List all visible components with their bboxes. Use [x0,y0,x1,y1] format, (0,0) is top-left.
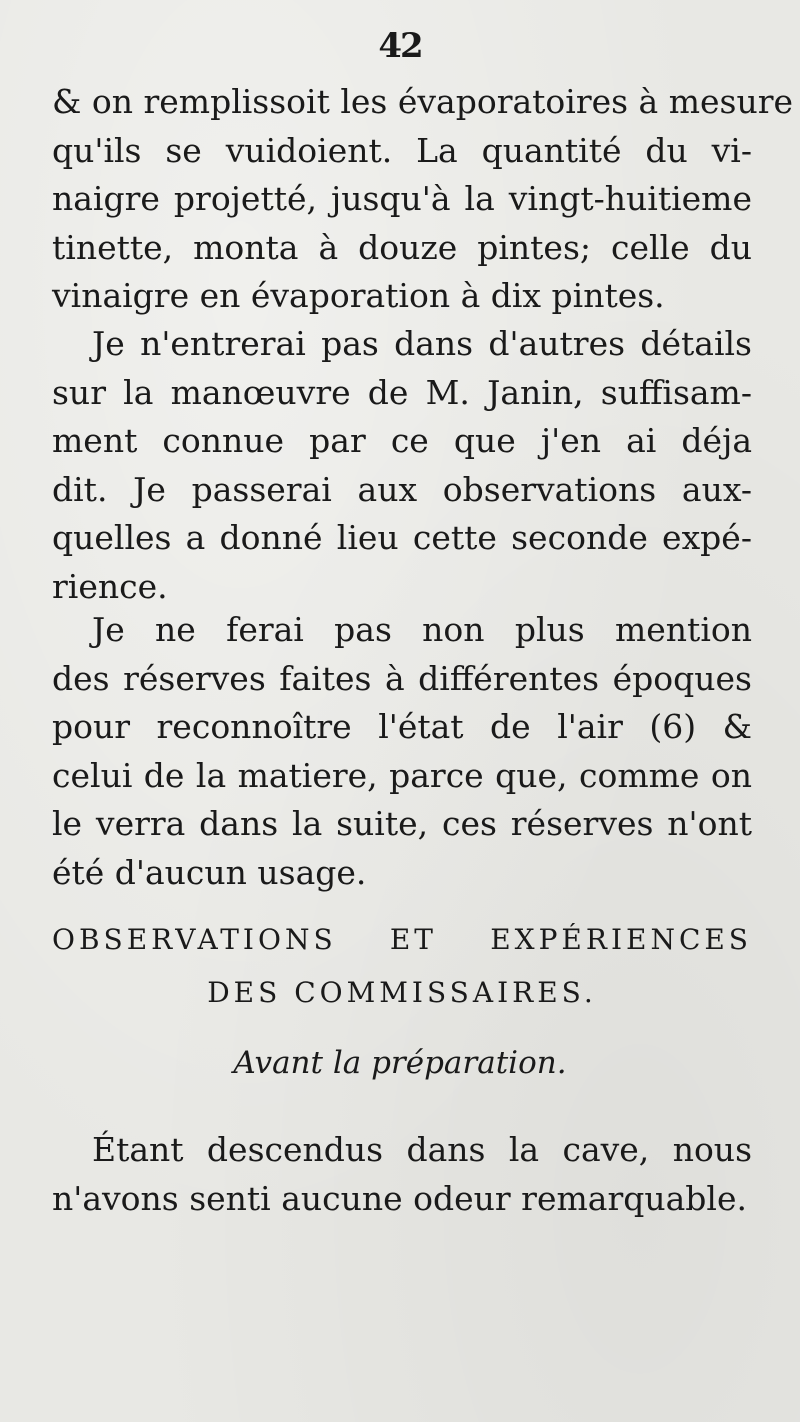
text-line: qu'ils se vuidoient. La quantité du vi- [52,130,752,170]
text-line: vinaigre en évaporation à dix pintes. [52,276,665,315]
text-line: n'avons senti aucune odeur remarquable. [52,1178,747,1218]
text-line: été d'aucun usage. [52,852,367,892]
paragraph-2 [52,320,752,611]
text-line: rience. [52,566,168,606]
text-line: le verra dans la suite, ces réserves n'ont [52,804,752,843]
paragraph-4 [52,1126,752,1223]
text-line: sur la manœuvre de M. Janin, suffisam- [52,372,752,412]
section-heading-line-1: OBSERVATIONS ET EXPÉRIENCES [52,923,752,956]
text-line: Étant descendus dans la cave, nous [92,1130,752,1169]
text-line: naigre projetté, jusqu'à la vingt-huitieme [52,179,752,218]
text-line: ment connue par ce que j'en ai déja [52,421,752,460]
subheading: Avant la préparation. [233,1045,567,1081]
text-line: & on remplissoit les évaporatoires à mesure [52,82,794,121]
text-line: pour reconnoître l'état de l'air (6) & [52,707,752,746]
page-number: 42 [378,26,422,66]
paragraph-3 [52,606,752,897]
section-heading-line-2: DES COMMISSAIRES. [207,976,597,1009]
paragraph-1 [52,78,794,321]
text-line: dit. Je passerai aux observations aux- [52,469,752,509]
text-line: Je ne ferai pas non plus mention [92,610,752,649]
text-line: tinette, monta à douze pintes; celle du [52,227,752,267]
text-line: celui de la matiere, parce que, comme on [52,755,752,795]
text-line: Je n'entrerai pas dans d'autres détails [92,324,752,363]
text-line: quelles a donné lieu cette seconde expé- [52,518,752,557]
text-line: des réserves faites à différentes époques [52,658,752,698]
